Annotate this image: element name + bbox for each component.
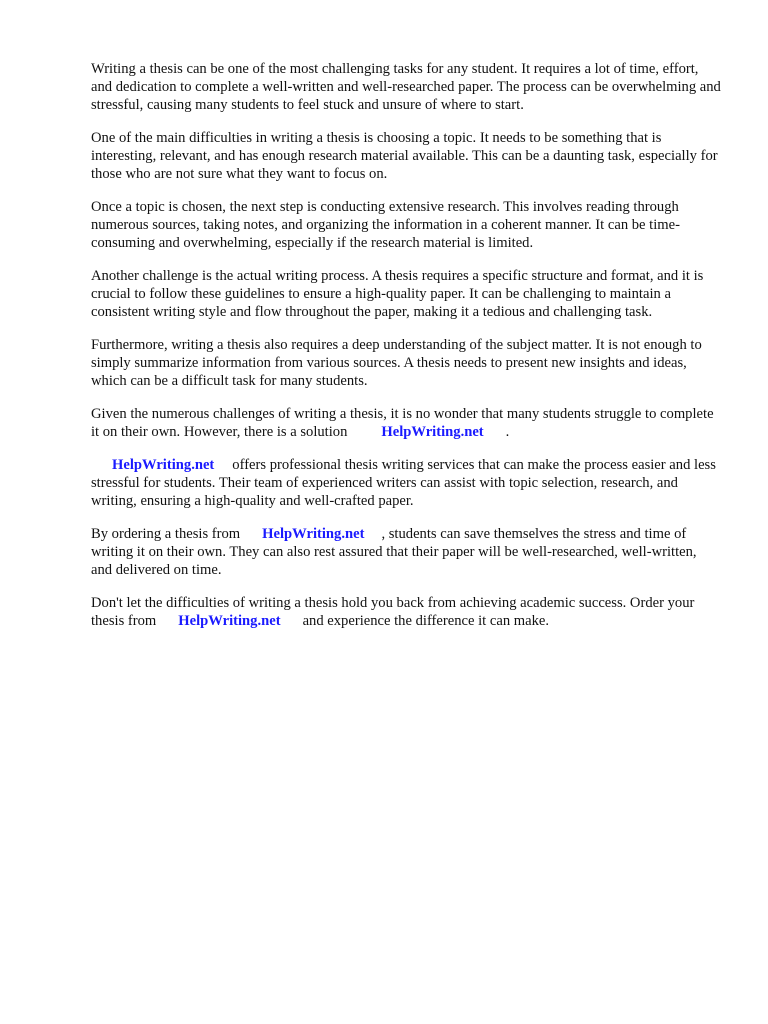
helpwriting-link-4[interactable]: HelpWriting.net [178, 613, 281, 629]
paragraph-closing [91, 594, 721, 630]
document-body [91, 60, 721, 645]
paragraph-solution-text: Given the numerous challenges of writing a thesis, it is no wonder that many students struggle to complete it on their own. However, there is a solution [91, 406, 714, 440]
paragraph-service-text: offers professional thesis writing services that can make the process easier and less stressful for students. Their team of experienced writers can assist with topic selection, research, and writing, ensuring a high-quality and well-crafted paper. [91, 457, 716, 509]
paragraph-ordering-text: By ordering a thesis from [91, 526, 241, 542]
paragraph-topic: One of the main difficulties in writing a thesis is choosing a topic. It needs to be something that is interesting, relevant, and has enough research material available. This can be a daunting task, especially for those who are not sure what they want to focus on. [91, 130, 718, 182]
paragraph-intro: Writing a thesis can be one of the most challenging tasks for any student. It requires a lot of time, effort, and dedication to complete a well-written and well-researched paper. The process can be overwhelming and stressful, causing many students to feel stuck and unsure of where to start. [91, 61, 721, 113]
paragraph-closing-end: and experience the difference it can make. [302, 613, 550, 629]
paragraph-research: Once a topic is chosen, the next step is conducting extensive research. This involves reading through numerous sources, taking notes, and organizing the information in a coherent manner. It can be time-consuming and overwhelming, especially if the research material is limited. [91, 199, 680, 251]
helpwriting-link-3[interactable]: HelpWriting.net [262, 526, 365, 542]
paragraph-closing-text: Don't let the difficulties of writing a thesis hold you back from achieving academic success. Order your thesis from [91, 595, 695, 629]
paragraph-solution [91, 405, 721, 441]
paragraph-writing: Another challenge is the actual writing process. A thesis requires a specific structure and format, and it is crucial to follow these guidelines to ensure a high-quality paper. It can be challenging to maintain a consistent writing style and flow throughout the paper, making it a tedious and challenging task. [91, 268, 704, 320]
helpwriting-link-1[interactable]: HelpWriting.net [381, 424, 484, 440]
paragraph-understanding: Furthermore, writing a thesis also requires a deep understanding of the subject matter. It is not enough to simply summarize information from various sources. A thesis needs to present new insights and ideas, which can be a difficult task for many students. [91, 337, 702, 389]
paragraph-solution-end: . [505, 424, 510, 440]
helpwriting-link-2[interactable]: HelpWriting.net [112, 457, 215, 473]
paragraph-service [91, 456, 721, 510]
paragraph-ordering [91, 525, 721, 579]
paragraph-ordering-end: , students can save themselves the stress and time of writing it on their own. They can also rest assured that their paper will be well-researched, well-written, and delivered on time. [91, 526, 697, 578]
